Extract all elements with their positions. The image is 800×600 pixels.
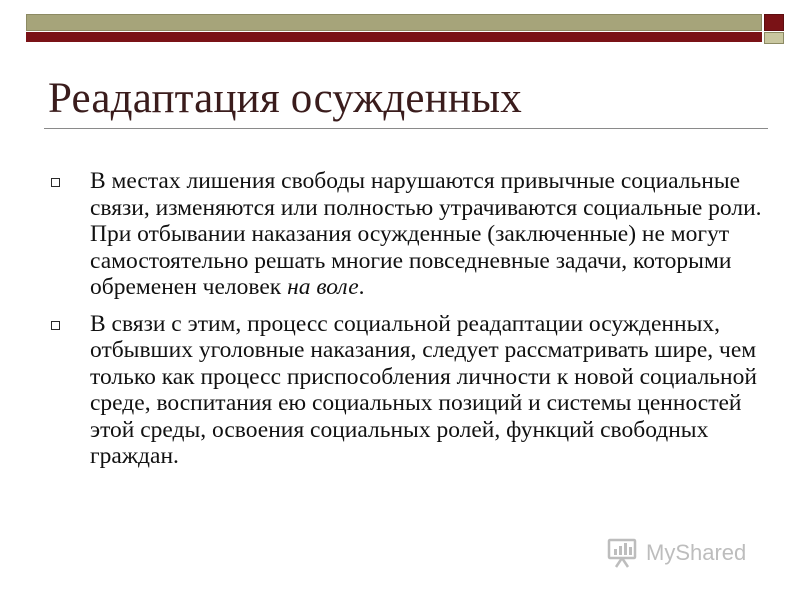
- watermark-text: MyShared: [646, 540, 747, 565]
- top-decorative-band: [26, 14, 766, 44]
- bullet-list: [50, 168, 770, 480]
- corner-red-square: [764, 14, 784, 31]
- band-olive-stripe: [26, 14, 762, 31]
- slide-title: Реадаптация осужденных: [48, 75, 522, 122]
- bullet-text-1: В местах лишения свободы нарушаются привычные социальные связи, изменяются или полностью утрачиваются социальные роли. При отбывании наказания осужденные (заключенные) не могут самостоятельно решать многие повседневные задачи, которыми обременен человек: [90, 168, 762, 300]
- band-red-stripe: [26, 32, 762, 42]
- square-bullet-icon: [51, 321, 60, 330]
- bullet-text-2: В связи с этим, процесс социальной реадаптации осужденных, отбывших уголовные наказания, следует рассматривать шире, чем только как процесс приспособления личности к новой социальной среде, воспитания ею социальных позиций и системы ценностей этой среды, освоения социальных ролей, функций свободных граждан.: [90, 310, 757, 469]
- square-bullet-icon: [51, 178, 60, 187]
- myshared-watermark: [606, 536, 746, 570]
- bullet-item-2: [50, 311, 770, 470]
- bullet-emphasis: на воле: [287, 274, 359, 300]
- title-divider: [44, 128, 768, 129]
- myshared-logo-icon: [606, 536, 640, 570]
- bullet-item-1: [50, 168, 770, 301]
- corner-olive-square: [764, 32, 784, 44]
- bullet-tail: .: [358, 274, 365, 300]
